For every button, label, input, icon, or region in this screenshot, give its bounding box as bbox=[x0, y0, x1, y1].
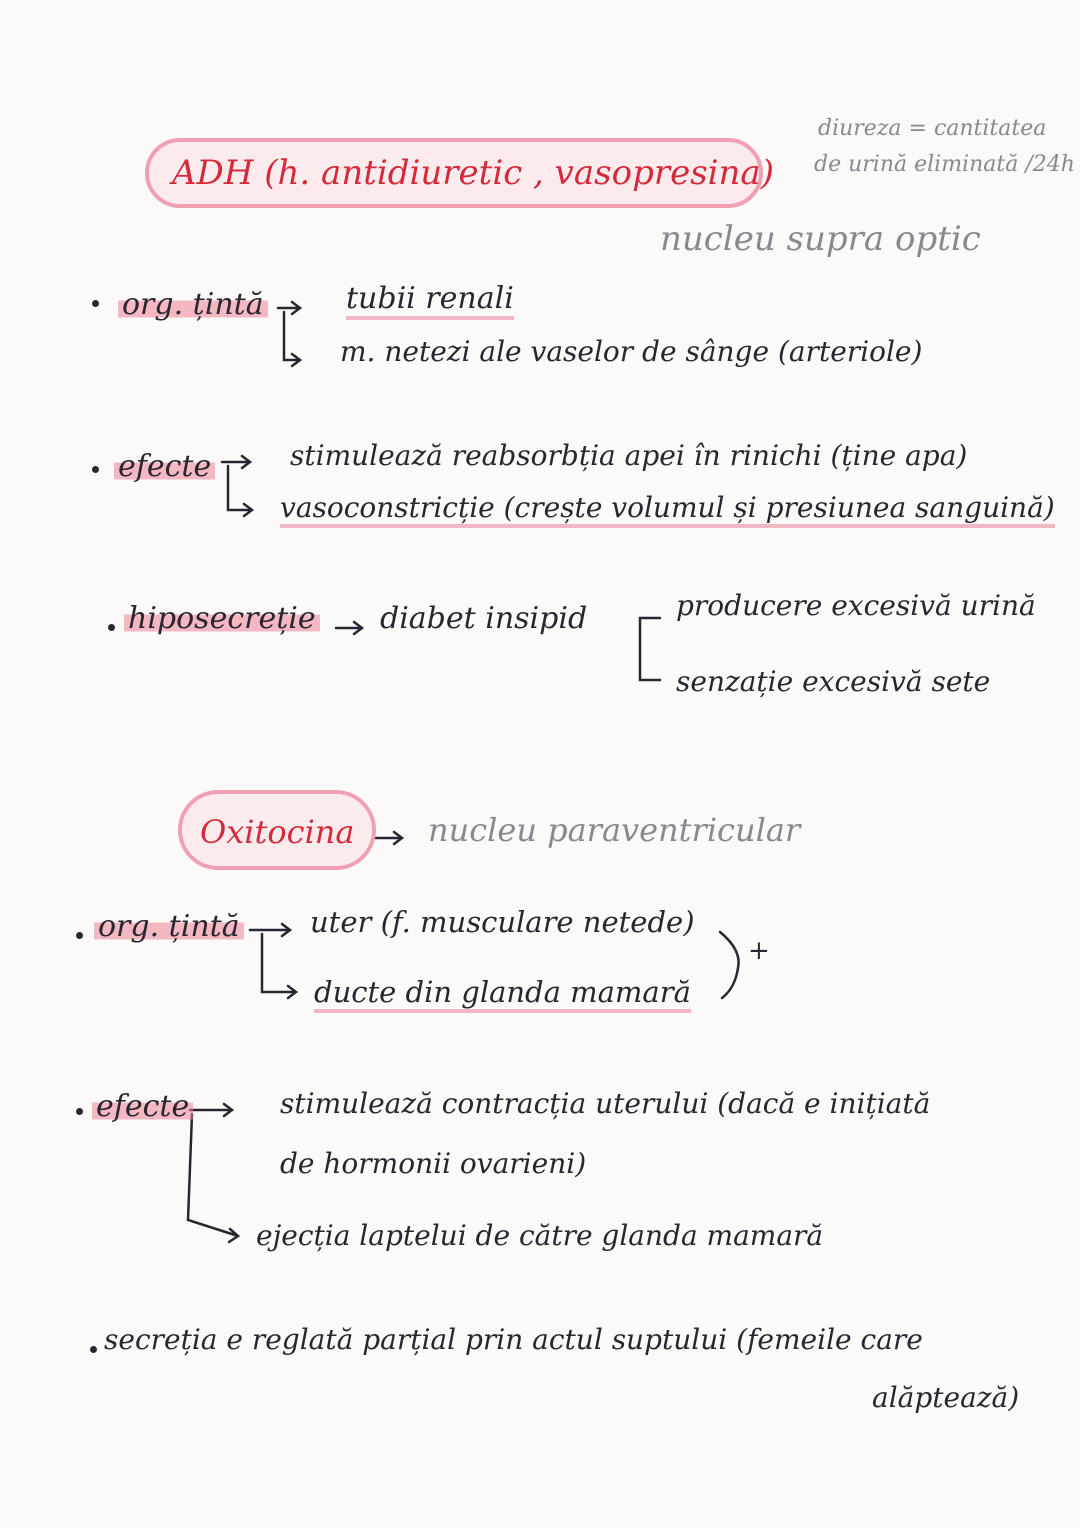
oxitocina-target-label: org. țintă bbox=[94, 912, 244, 942]
adh-effects-label: efecte bbox=[114, 452, 215, 482]
bullet bbox=[92, 300, 99, 307]
adh-hyposecretion-label: hiposecreție bbox=[124, 604, 320, 634]
adh-title: ADH (h. antidiuretic , vasopresina) bbox=[172, 153, 774, 193]
bullet bbox=[76, 932, 83, 939]
bullet bbox=[76, 1108, 83, 1115]
adh-effect-2: vasoconstricție (crește volumul și presiunea sanguină) bbox=[280, 494, 1055, 528]
secretion-line1: secreția e reglată parțial prin actul suptului (femeile care bbox=[104, 1323, 923, 1356]
sidenote-line2: de urină eliminată /24h bbox=[814, 152, 1075, 177]
oxitocina-title: Oxitocina bbox=[200, 813, 355, 851]
oxitocina-effects-label: efecte bbox=[92, 1092, 193, 1122]
oxitocina-effect-line3: ejecția laptelui de către glanda mamară bbox=[256, 1219, 824, 1252]
adh-target-2: m. netezi ale vaselor de sânge (arteriole) bbox=[340, 335, 923, 368]
adh-effect-1: stimulează reabsorbția apei în rinichi (ține apa) bbox=[290, 439, 968, 472]
plus-sign: + bbox=[748, 936, 770, 966]
bullet bbox=[108, 624, 115, 631]
secretion-line2: alăptează) bbox=[872, 1381, 1020, 1414]
adh-disease: diabet insipid bbox=[380, 601, 588, 636]
adh-symptom-2: senzație excesivă sete bbox=[676, 665, 991, 698]
adh-symptom-1: producere excesivă urină bbox=[676, 589, 1036, 622]
adh-origin: nucleu supra optic bbox=[660, 219, 981, 259]
adh-target-1: tubii renali bbox=[346, 284, 514, 320]
bullet bbox=[90, 1346, 97, 1353]
oxitocina-target-2: ducte din glanda mamară bbox=[314, 978, 691, 1013]
oxitocina-origin: nucleu paraventricular bbox=[428, 811, 801, 849]
bullet bbox=[92, 466, 99, 473]
sidenote-line1: diureza = cantitatea bbox=[818, 116, 1047, 141]
oxitocina-effect-line2: de hormonii ovarieni) bbox=[280, 1147, 587, 1180]
oxitocina-effect-line1: stimulează contracția uterului (dacă e inițiată bbox=[280, 1087, 931, 1120]
adh-target-label: org. țintă bbox=[118, 290, 268, 320]
oxitocina-target-1: uter (f. musculare netede) bbox=[310, 905, 695, 939]
